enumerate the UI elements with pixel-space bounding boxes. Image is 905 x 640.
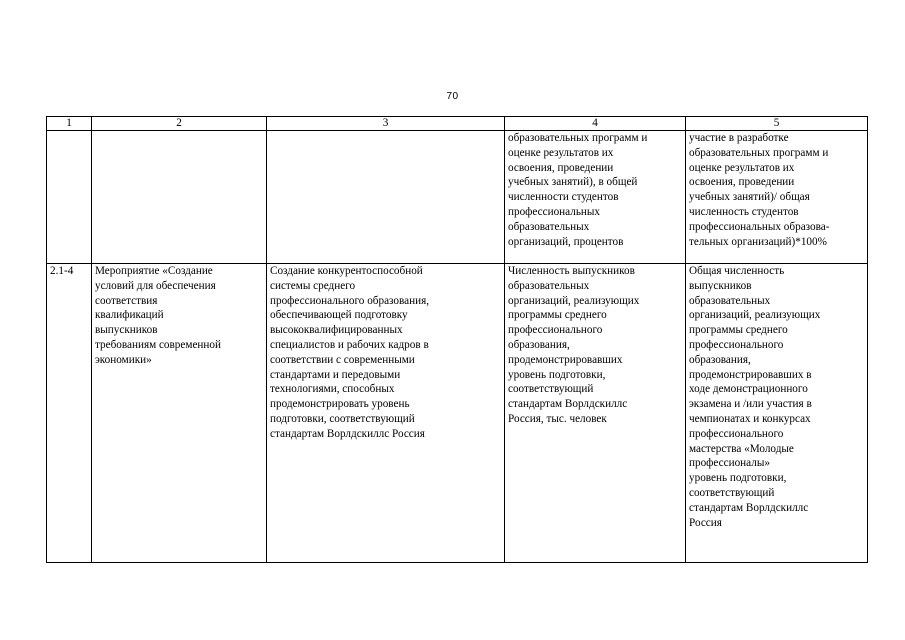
cell-text-line: стандартам Ворлдскиллс [689, 501, 809, 514]
cell-text-line: профессиональных [508, 205, 601, 218]
cell-continuation-col4 [505, 131, 686, 264]
cell-text-line: стандартам Ворлдскиллс Россия [270, 427, 425, 440]
cell-text-line: стандартам Ворлдскиллс [508, 398, 628, 411]
cell-text-line: Россия, тыс. человек [508, 412, 607, 425]
cell-text-line: профессионального [689, 427, 784, 440]
cell-text-line: учебных занятий)/ общая [689, 191, 810, 204]
cell-text-line: квалификаций [95, 309, 164, 322]
table-header-row [47, 117, 868, 131]
cell-indicator [505, 264, 686, 563]
cell-text-line: профессионального [508, 324, 603, 337]
cell-text-line: освоения, проведении [689, 176, 795, 189]
cell-text-line: образовательных [508, 279, 590, 292]
header-col-4: 4 [505, 117, 686, 131]
cell-text-line: продемонстрировавших в [689, 368, 812, 381]
cell-text-line: программы среднего [508, 309, 607, 322]
cell-continuation-col2 [92, 131, 267, 264]
header-col-2: 2 [92, 117, 267, 131]
cell-text-line: Создание конкурентоспособной [270, 265, 423, 277]
cell-text-line: профессионального образования, [270, 294, 430, 307]
cell-text-line: оценке результатов их [508, 146, 614, 159]
cell-text-line: организаций, процентов [508, 235, 624, 248]
cell-text-line: требованиям современной [95, 338, 221, 351]
cell-text-line: профессионалы» [689, 457, 770, 470]
cell-text-line: соответствия [95, 294, 158, 307]
cell-text-line: соответствии с современными [270, 353, 415, 366]
cell-text-line: образования, [689, 353, 751, 366]
cell-text-line: системы среднего [270, 279, 356, 292]
cell-text-line: подготовки, соответствующий [270, 412, 415, 425]
cell-text-line: профессиональных образова- [689, 220, 830, 233]
cell-text-line: технологиями, способных [270, 383, 395, 396]
cell-text-line: численности студентов [508, 191, 619, 204]
cell-text-line: высококвалифицированных [270, 324, 403, 337]
cell-text-line: мастерства «Молодые [689, 442, 794, 455]
cell-text-line: оценке результатов их [689, 161, 795, 174]
cell-text-line: уровень подготовки, [508, 368, 606, 381]
cell-continuation-col1 [47, 131, 92, 264]
cell-text-line: стандартами и передовыми [270, 368, 401, 381]
cell-text-line: Мероприятие «Создание [95, 265, 213, 277]
cell-text-line: специалистов и рабочих кадров в [270, 338, 429, 351]
cell-text-line: участие в разработке [689, 132, 789, 144]
cell-text-line: организаций, реализующих [508, 294, 640, 307]
cell-text-line: Россия [689, 516, 722, 529]
cell-text-line: выпускников [95, 324, 158, 337]
cell-continuation-col3 [267, 131, 505, 264]
cell-text-line: образовательных [689, 294, 771, 307]
cell-text-line: профессионального [689, 338, 784, 351]
cell-text-line: учебных занятий), в общей [508, 176, 638, 189]
cell-text-line: численность студентов [689, 205, 799, 218]
cell-text-line: чемпионатах и конкурсах [689, 412, 811, 425]
cell-text-line: тельных организаций)*100% [689, 235, 827, 248]
cell-continuation-col5 [686, 131, 868, 264]
cell-text-line: уровень подготовки, [689, 472, 787, 485]
table-row-2-1-4 [47, 264, 868, 563]
cell-text-line: образования, [508, 338, 570, 351]
cell-text-line: выпускников [689, 279, 752, 292]
header-col-1: 1 [47, 117, 92, 131]
cell-text-line: образовательных [508, 220, 590, 233]
cell-text-line: продемонстрировать уровень [270, 398, 410, 411]
cell-text-line: экономики» [95, 353, 152, 366]
cell-measure-name [92, 264, 267, 563]
cell-text-line: Общая численность [689, 265, 785, 277]
cell-text-line: образовательных программ и [508, 132, 648, 144]
cell-text-line: условий для обеспечения [95, 279, 216, 292]
cell-text-line: Численность выпускников [508, 265, 635, 277]
cell-text-line: организаций, реализующих [689, 309, 821, 322]
cell-text-line: соответствующий [508, 383, 594, 396]
page-number: 70 [446, 91, 459, 102]
header-col-3: 3 [267, 117, 505, 131]
cell-calculation-method [686, 264, 868, 563]
cell-text-line: обеспечивающей подготовку [270, 309, 408, 322]
cell-text-line: ходе демонстрационного [689, 383, 808, 396]
cell-measure-number: 2.1-4 [47, 264, 92, 563]
cell-measure-goal [267, 264, 505, 563]
cell-text-line: продемонстрировавших [508, 353, 623, 366]
cell-text-line: соответствующий [689, 486, 775, 499]
header-col-5: 5 [686, 117, 868, 131]
cell-text-line: программы среднего [689, 324, 788, 337]
cell-text-line: образовательных программ и [689, 146, 829, 159]
cell-text-line: освоения, проведении [508, 161, 614, 174]
measures-table [46, 116, 868, 563]
table-row-continuation [47, 131, 868, 264]
cell-text-line: экзамена и /или участия в [689, 398, 812, 411]
